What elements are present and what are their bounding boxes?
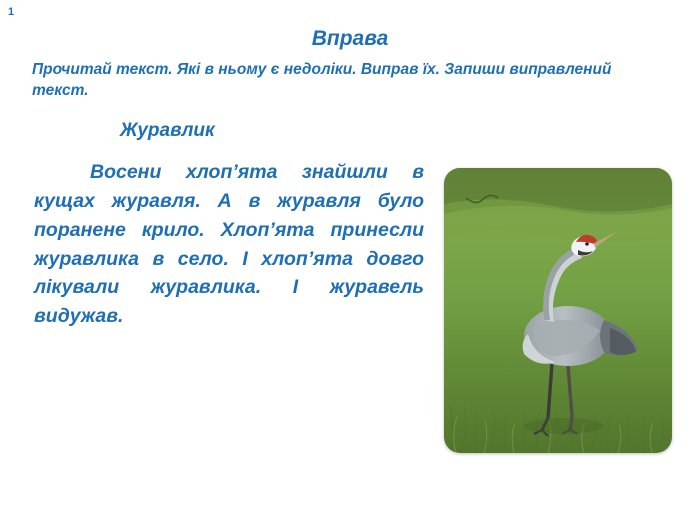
story-text <box>34 158 424 331</box>
instructions-text: Прочитай текст. Які в ньому є недоліки. Виправ їх. Запиши виправлений текст. <box>32 61 612 99</box>
page-title: Вправа <box>311 27 389 50</box>
crane-photo-image <box>444 168 672 453</box>
crane-photo <box>444 168 672 453</box>
story-text-content: Восени хлоп’ята знайшли в кущах журавля. А в журавля було поранене крило. Хлоп’ята принесли журавлика в село. І хлоп’ята довго лікували журавлика. І журавель видужав. <box>34 161 424 328</box>
slide-number: 1 <box>8 6 15 18</box>
story-title: Журавлик <box>120 120 215 141</box>
